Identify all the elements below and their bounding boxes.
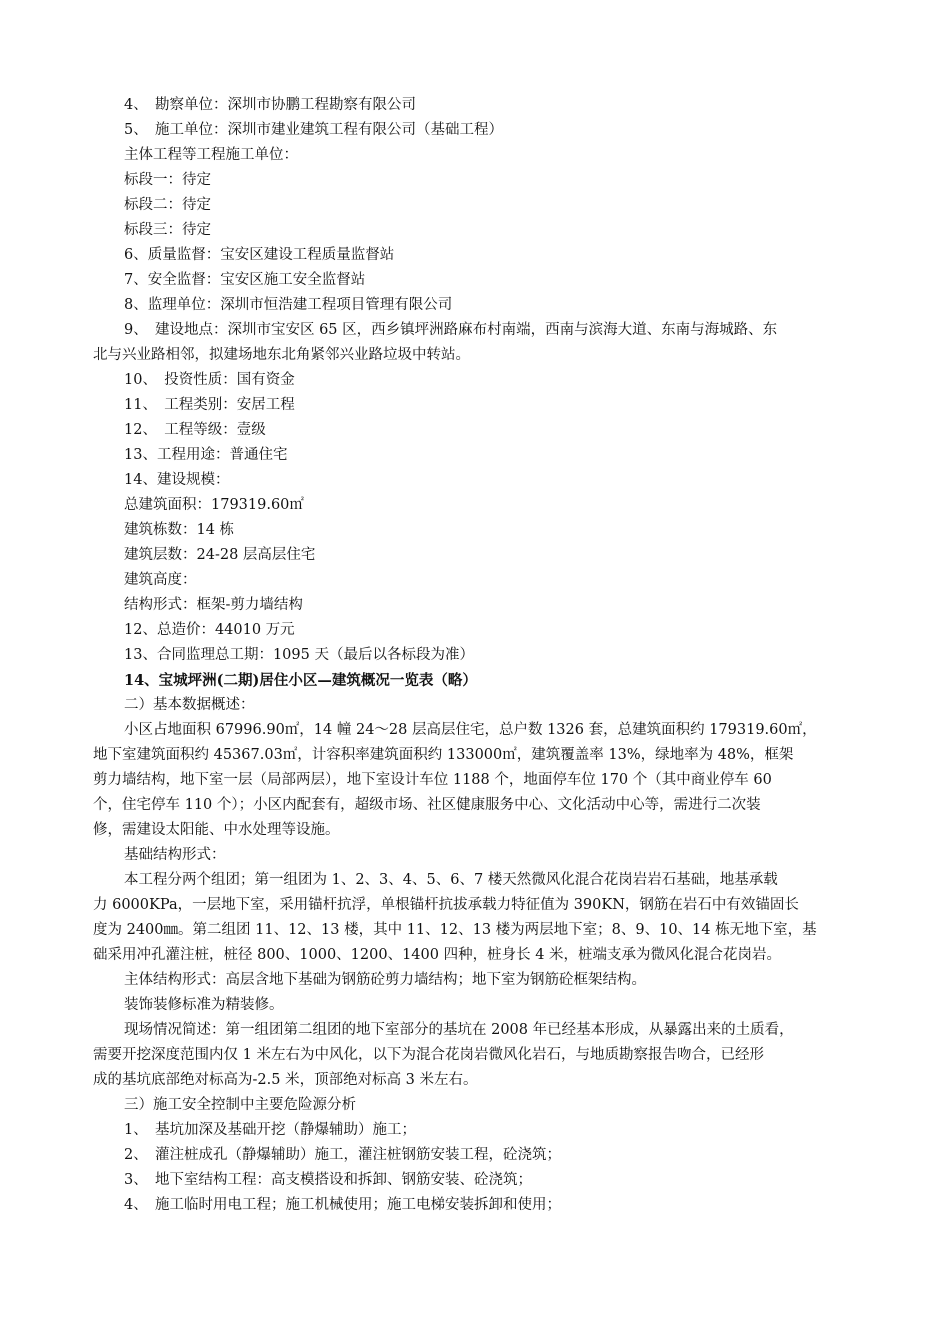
text-line: 成的基坑底部绝对标高为-2.5 米，顶部绝对标高 3 米左右。 — [93, 1072, 478, 1088]
text-line: 基础结构形式： — [124, 847, 226, 863]
text-line: 3、 地下室结构工程：高支模搭设和拆卸、钢筋安装、砼浇筑； — [124, 1172, 532, 1188]
text-line: 度为 2400㎜。第二组团 11、12、13 楼，其中 11、12、13 楼为两层地下室；8、9、10、14 栋无地下室，基 — [93, 922, 817, 938]
text-line: 二）基本数据概述： — [124, 697, 255, 713]
text-line: 10、 投资性质：国有资金 — [124, 372, 295, 388]
text-line: 4、 施工临时用电工程；施工机械使用；施工电梯安装拆卸和使用； — [124, 1197, 561, 1213]
text-line: 建筑高度： — [124, 572, 197, 588]
text-line: 5、 施工单位：深圳市建业建筑工程有限公司（基础工程） — [124, 122, 503, 138]
text-line: 4、 勘察单位：深圳市协鹏工程勘察有限公司 — [124, 97, 416, 113]
text-line: 三）施工安全控制中主要危险源分析 — [124, 1097, 356, 1113]
text-line: 力 6000KPa，一层地下室，采用锚杆抗浮，单根锚杆抗拔承载力特征值为 390KN，钢筋在岩石中有效锚固长 — [93, 897, 799, 913]
text-line: 11、 工程类别：安居工程 — [124, 397, 295, 413]
text-line: 13、工程用途：普通住宅 — [124, 447, 288, 463]
text-line: 标段三：待定 — [124, 222, 211, 238]
text-line: 个，住宅停车 110 个）；小区内配套有，超级市场、社区健康服务中心、文化活动中心等，需进行二次装 — [93, 797, 761, 813]
section-heading: 14、宝城坪洲(二期)居住小区—建筑概况一览表（略） — [124, 672, 477, 689]
text-line: 剪力墙结构，地下室一层（局部两层），地下室设计车位 1188 个，地面停车位 170 个（其中商业停车 60 — [93, 772, 772, 788]
text-line: 需要开挖深度范围内仅 1 米左右为中风化，以下为混合花岗岩微风化岩石，与地质勘察报告吻合，已经形 — [93, 1047, 764, 1063]
text-line: 小区占地面积 67996.90㎡，14 幢 24～28 层高层住宅，总户数 1326 套，总建筑面积约 179319.60㎡， — [124, 722, 817, 738]
text-line: 建筑栋数：14 栋 — [124, 522, 235, 538]
text-line: 标段一：待定 — [124, 172, 211, 188]
text-line: 总建筑面积：179319.60㎡ — [124, 497, 304, 513]
text-line: 13、合同监理总工期：1095 天（最后以各标段为准） — [124, 647, 474, 663]
text-line: 结构形式：框架-剪力墙结构 — [124, 597, 303, 613]
text-line: 12、 工程等级：壹级 — [124, 422, 266, 438]
text-line: 主体结构形式：高层含地下基础为钢筋砼剪力墙结构；地下室为钢筋砼框架结构。 — [124, 972, 646, 988]
text-line: 北与兴业路相邻，拟建场地东北角紧邻兴业路垃圾中转站。 — [93, 347, 470, 363]
text-line: 主体工程等工程施工单位： — [124, 147, 298, 163]
text-line: 7、安全监督：宝安区施工安全监督站 — [124, 272, 366, 288]
text-line: 装饰装修标准为精装修。 — [124, 997, 284, 1013]
text-line: 现场情况简述：第一组团第二组团的地下室部分的基坑在 2008 年已经基本形成，从暴露出来的土质看， — [124, 1022, 794, 1038]
text-line: 14、建设规模： — [124, 472, 230, 488]
document-body — [93, 93, 873, 1218]
text-line: 础采用冲孔灌注桩，桩径 800、1000、1200、1400 四种，桩身长 4 米，桩端支承为微风化混合花岗岩。 — [93, 947, 782, 963]
text-line: 1、 基坑加深及基础开挖（静爆辅助）施工； — [124, 1122, 416, 1138]
text-line: 6、质量监督：宝安区建设工程质量监督站 — [124, 247, 395, 263]
text-line: 9、 建设地点：深圳市宝安区 65 区，西乡镇坪洲路麻布村南端，西南与滨海大道、东南与海城路、东 — [124, 322, 778, 338]
text-line: 本工程分两个组团；第一组团为 1、2、3、4、5、6、7 楼天然微风化混合花岗岩岩石基础，地基承载 — [124, 872, 778, 888]
text-line: 建筑层数：24-28 层高层住宅 — [124, 547, 316, 563]
text-line: 2、 灌注桩成孔（静爆辅助）施工，灌注桩钢筋安装工程，砼浇筑； — [124, 1147, 561, 1163]
text-line: 地下室建筑面积约 45367.03㎡，计容积率建筑面积约 133000㎡，建筑覆盖率 13%，绿地率为 48%，框架 — [93, 747, 794, 763]
text-line: 12、总造价：44010 万元 — [124, 622, 295, 638]
text-line: 标段二：待定 — [124, 197, 211, 213]
text-line: 修，需建设太阳能、中水处理等设施。 — [93, 822, 340, 838]
text-line: 8、监理单位：深圳市恒浩建工程项目管理有限公司 — [124, 297, 453, 313]
